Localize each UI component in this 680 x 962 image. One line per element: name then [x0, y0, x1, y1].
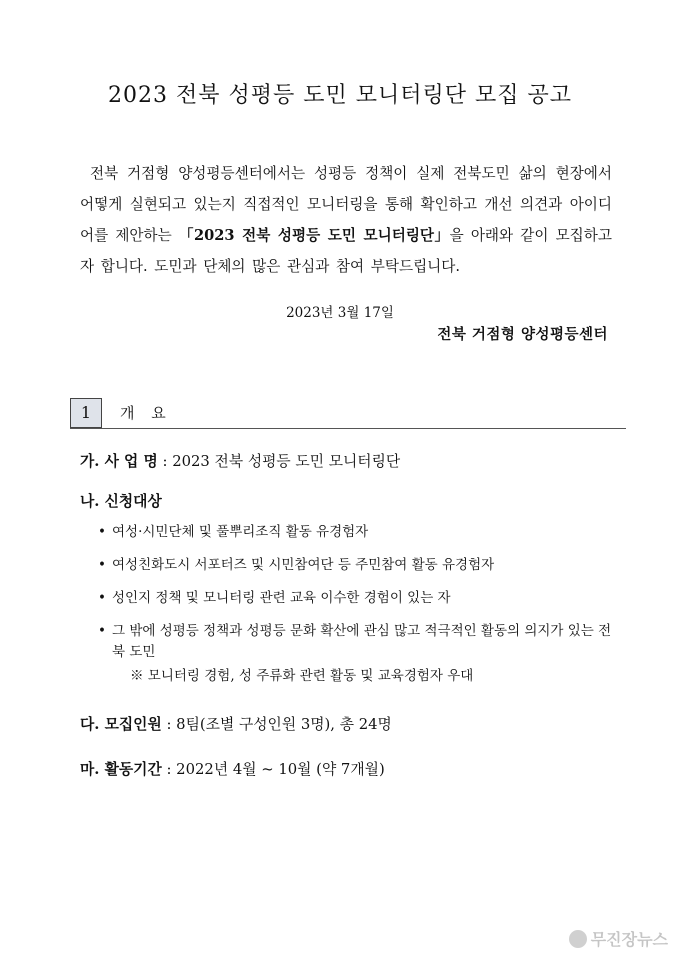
intro-text-2: 을 아래와 같이 모집하고자 합니다. 도민과 단체의 많은 관심과 참여 부탁드립니다. [80, 227, 612, 275]
watermark-text: 무진장뉴스 [590, 930, 668, 949]
section-header [70, 398, 626, 429]
item-recruit-value: : 8팀(조별 구성인원 3명), 총 24명 [161, 716, 392, 733]
list-item: • 성인지 정책 및 모니터링 관련 교육 이수한 경험이 있는 자 [96, 588, 616, 609]
item-eligibility-label: 나. 신청대상 [80, 493, 162, 510]
item-period [80, 758, 385, 779]
organization-name: 전북 거점형 양성평등센터 [437, 326, 608, 343]
list-item: • 여성·시민단체 및 풀뿌리조직 활동 유경험자 [96, 522, 616, 543]
intro-highlight: 「2023 전북 성평등 도민 모니터링단」 [178, 227, 450, 244]
item-project [80, 450, 400, 471]
item-eligibility [80, 490, 162, 511]
announcement-date: 2023년 3월 17일 [286, 305, 394, 321]
list-item: • 그 밖에 성평등 정책과 성평등 문화 확산에 관심 많고 적극적인 활동의 의지가 있는 전북 도민 [96, 621, 616, 663]
list-item: • 여성친화도시 서포터즈 및 시민참여단 등 주민참여 활동 유경험자 [96, 555, 616, 576]
item-period-value: : 2022년 4월 ~ 10월 (약 7개월) [161, 761, 385, 778]
item-period-label: 마. 활동기간 [80, 761, 162, 778]
item-project-value: : 2023 전북 성평등 도민 모니터링단 [157, 453, 401, 470]
news-watermark [569, 927, 668, 950]
item-recruit [80, 713, 392, 734]
preference-note: ※ 모니터링 경험, 성 주류화 관련 활동 및 교육경험자 우대 [130, 668, 474, 684]
section-title: 개 요 [120, 404, 172, 422]
document-title: 2023 전북 성평등 도민 모니터링단 모집 공고 [108, 83, 572, 108]
section-number: 1 [70, 398, 102, 428]
watermark-logo-icon [569, 930, 587, 948]
eligibility-list [96, 522, 616, 675]
item-recruit-label: 다. 모집인원 [80, 716, 162, 733]
item-project-label: 가. 사 업 명 [80, 453, 158, 470]
intro-paragraph [80, 158, 612, 282]
intro-text-1: 전북 거점형 양성평등센터에서는 성평등 정책이 실제 전북도민 삶의 현장에서 어떻게 실현되고 있는지 직접적인 모니터링을 통해 확인하고 개선 의견과 아이디어를 제안하는 [80, 165, 612, 244]
